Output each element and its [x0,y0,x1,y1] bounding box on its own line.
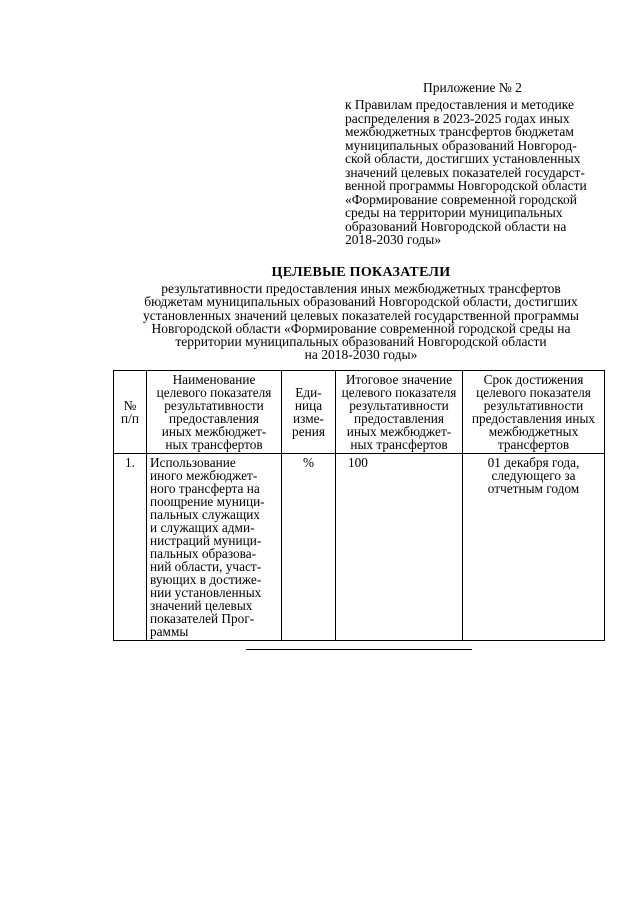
header-line: результативности [483,398,584,413]
subtitle-line: на 2018-2030 годы» [304,347,418,363]
appendix-line: муниципальных образований Новгород- [345,137,577,153]
header-indicator-name [147,371,282,454]
header-unit [282,371,336,454]
table-row [114,454,605,641]
cell-line: и служащих адми- [150,520,255,535]
header-line: иных межбюджет- [161,424,267,439]
appendix-title: Приложение № 2 [423,80,522,95]
header-line: трансфертов [497,437,570,452]
header-line: целевого показателя [156,385,272,400]
appendix-line: ской области, достигших установленных [345,151,581,166]
cell-line: пальных образова- [150,546,257,561]
header-line: Наименование [172,372,256,387]
header-deadline [463,371,605,454]
footer-divider [246,649,472,650]
header-final-value [336,371,463,454]
header-line: предоставления иных [471,411,596,426]
cell-line: ний области, участ- [150,559,262,574]
cell-line: поощрение муници- [150,494,265,509]
header-line: результативности [349,398,449,413]
cell-line: пальных служащих [150,507,260,522]
row-number: 1. [114,454,147,641]
cell-line: 01 декабря года, [487,455,580,470]
header-number [114,371,147,454]
table-header-row [114,371,605,454]
cell-line: раммы [150,624,189,639]
header-line: иных межбюджет- [346,424,452,439]
appendix-line: «Формирование современной городской [345,191,577,207]
cell-line: значений целевых [150,598,253,613]
header-line: Итоговое значение [345,372,453,387]
header-line: предоставления [353,411,444,426]
header-line: № [123,398,137,413]
appendix-line: распределения в 2023-2025 годах иных [345,110,570,126]
header-line: ница [294,398,323,413]
header-line: Срок достижения [483,372,584,387]
cell-line: следующего за [491,468,576,483]
cell-line: нистраций муници- [150,533,262,548]
header-line: ных трансфертов [350,437,448,452]
header-line: изме- [293,411,324,426]
appendix-line: межбюджетных трансфертов бюджетам [345,124,574,139]
subtitle-line: Новгородской области «Формирование современной городской среды на [151,320,571,336]
subtitle-line: результативности предоставления иных межбюджетных трансфертов [161,281,561,296]
cell-line: ного трансферта на [150,481,260,496]
header-line: результативности [164,398,264,413]
appendix-line: среды на территории муниципальных [345,205,563,220]
cell-line: нии установленных [150,585,262,600]
targets-table [113,370,605,641]
cell-line: вующих в достиже- [150,572,262,587]
subtitle-line: установленных значений целевых показателей государственной программы [143,307,579,323]
subtitle-line: территории муниципальных образований Новгородской области [175,334,547,350]
row-unit: % [282,454,336,641]
appendix-line: 2018-2030 годы» [345,232,442,247]
document-subtitle [0,282,640,362]
row-final-value: 100 [336,454,463,641]
document-title: ЦЕЛЕВЫЕ ПОКАЗАТЕЛИ [271,265,451,280]
appendix-line: значений целевых показателей государст- [345,164,585,180]
header-line: целевого показателя [476,385,591,400]
cell-line: отчетным годом [487,481,580,496]
header-line: межбюджетных [488,424,579,439]
appendix-line: образований Новгородской области на [345,218,567,234]
header-line: п/п [121,411,139,426]
appendix-reference [345,98,603,247]
header-line: рения [292,424,325,439]
row-deadline [463,454,605,641]
appendix-line: к Правилам предоставления и методике [345,97,574,112]
header-line: Еди- [295,385,322,400]
header-line: предоставления [168,411,259,426]
header-line: ных трансфертов [165,437,263,452]
header-line: целевого показателя [341,385,457,400]
cell-line: Использование [150,455,236,470]
cell-line: иного межбюджет- [150,468,258,483]
cell-line: показателей Прог- [150,611,255,626]
row-indicator-name [147,454,282,641]
appendix-line: венной программы Новгородской области [345,178,587,193]
subtitle-line: бюджетам муниципальных образований Новгородской области, достигших [144,294,578,310]
